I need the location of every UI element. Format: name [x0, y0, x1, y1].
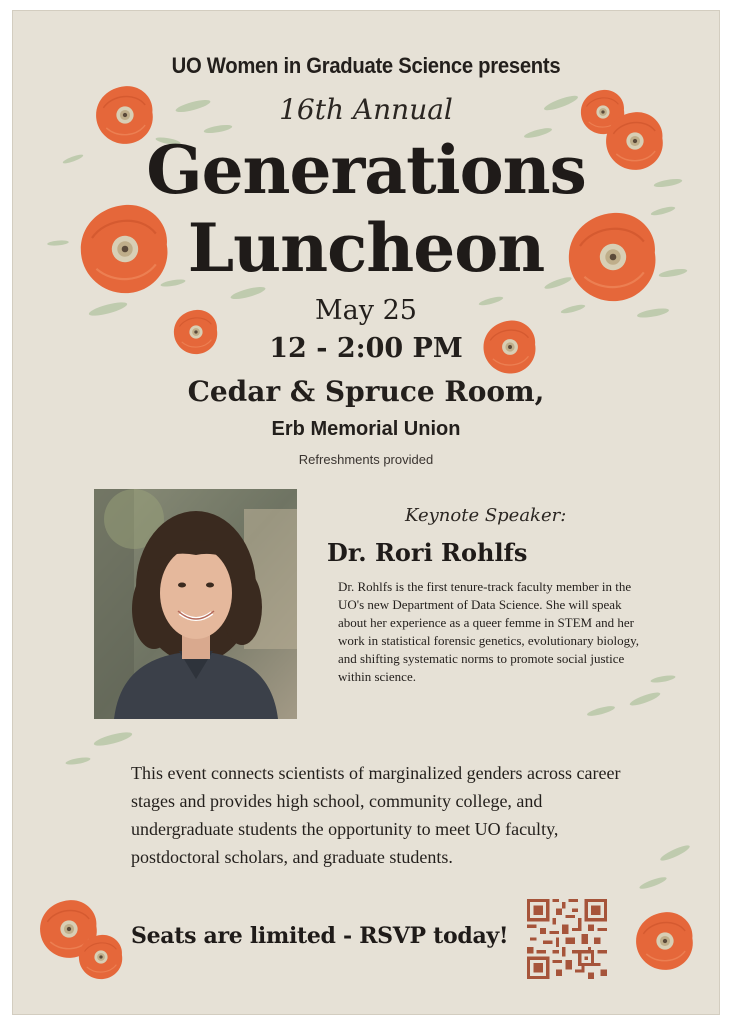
event-building: Erb Memorial Union [271, 418, 461, 440]
edition-label: 16th Annual [279, 93, 453, 126]
rsvp-call-to-action: Seats are limited - RSVP today! [131, 923, 509, 949]
event-time: 12 - 2:00 PM [269, 333, 463, 364]
keynote-label: Keynote Speaker: [405, 505, 567, 526]
qr-code-icon[interactable] [527, 899, 607, 979]
event-room: Cedar & Spruce Room, [187, 375, 545, 408]
event-title-line-2: Luncheon [187, 209, 545, 287]
speaker-photo [94, 489, 297, 719]
presenter-line: UO Women in Graduate Science presents [171, 53, 561, 78]
refreshments-note: Refreshments provided [298, 452, 434, 467]
event-title-line-1: Generations [146, 131, 586, 209]
speaker-bio: Dr. Rohlfs is the first tenure-track faculty member in the UO's new Department of Data Science. She will speak about her experience as a queer femme in STEM and her work in statistical forensic genetics, evolutionary biology, and shifting systematic norms to promote social justice within science. [338, 579, 639, 684]
speaker-name: Dr. Rori Rohlfs [327, 538, 528, 567]
event-poster [12, 10, 720, 1015]
event-date: May 25 [315, 295, 417, 326]
event-description: This event connects scientists of marginalized genders across career stages and provides high school, community college, and undergraduate students the opportunity to meet UO faculty, postdoctoral scholars, and graduate students. [131, 763, 621, 867]
